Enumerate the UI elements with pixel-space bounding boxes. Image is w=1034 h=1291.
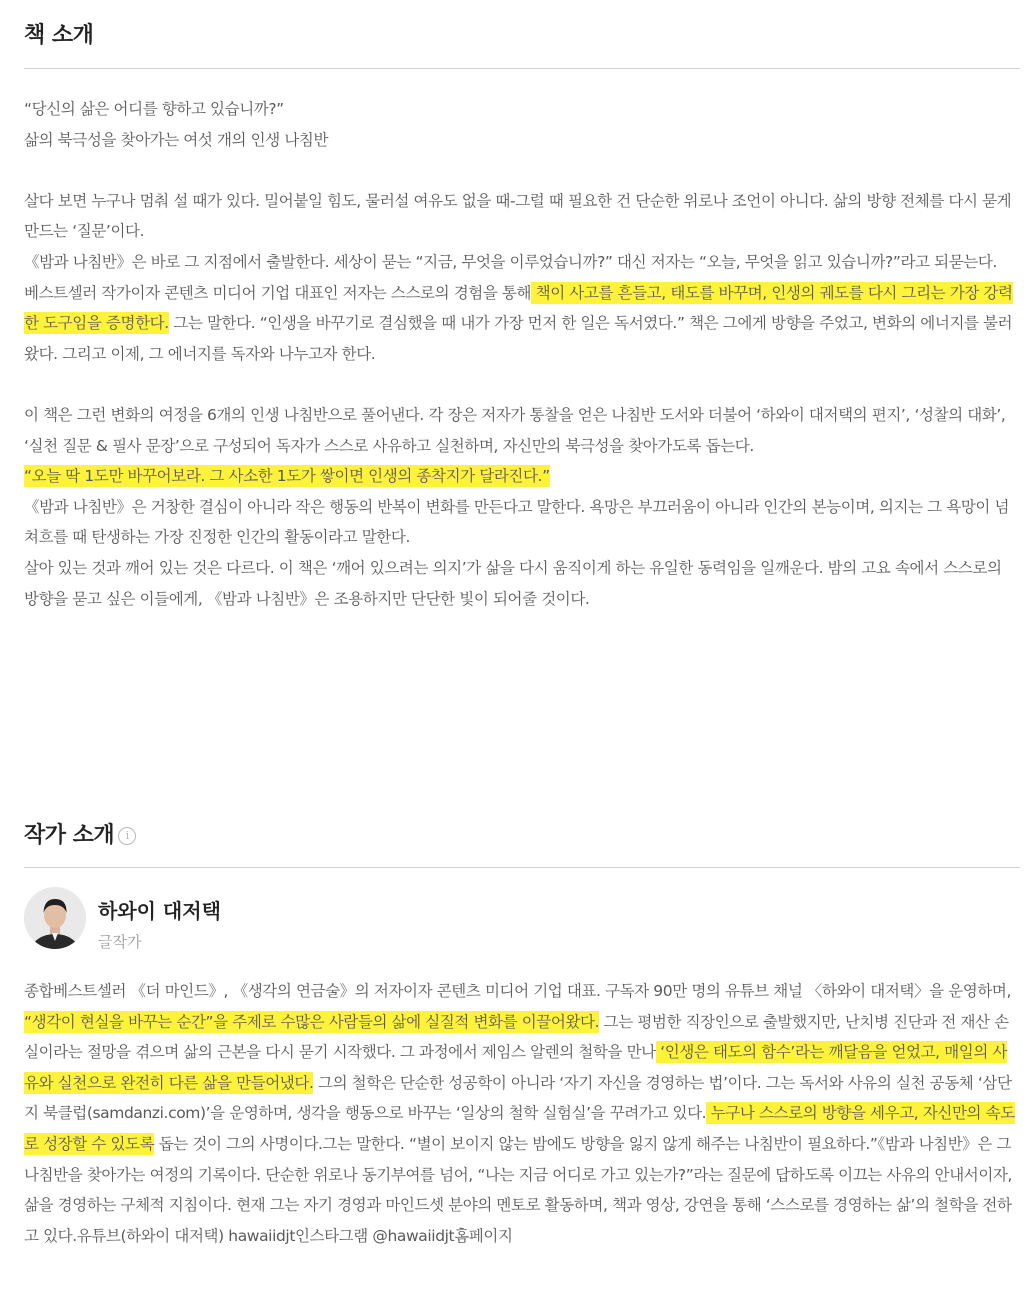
book-intro-body xyxy=(24,94,1020,614)
author-photo-icon xyxy=(24,887,86,949)
highlight-one-degree: “오늘 딱 1도만 바꾸어보라. 그 사소한 1도가 쌓이면 인생의 종착지가 달라진다.” xyxy=(24,467,550,486)
author-role: 글작가 xyxy=(98,933,142,951)
book-intro-para2-line3: 《밤과 나침반》은 거창한 결심이 아니라 작은 행동의 반복이 변화를 만든다고 말한다. 욕망은 부끄러움이 아니라 인간의 본능이며, 의지는 그 욕망이 넘쳐흐를 때 탄생하는 가장 진정한 인간의 활동이라고 말한다. xyxy=(24,497,1010,547)
author-bio-text: 종합베스트셀러 《더 마인드》, 《생각의 연금술》의 저자이자 콘텐츠 미디어 기업 대표. 구독자 90만 명의 유튜브 채널 〈하와이 대저택〉을 운영하며, “생각이 현실을 바꾸는 순간”을 주제로 수많은 사람들의 삶에 실질적 변화를 이끌어왔다. 그는 평범한 직장인으로 출발했지만, 난치병 진단과 전 재산 손실이라는 절망을 겪으며 삶의 근본을 다시 묻기 시작했다. 그 과정에서 제임스 알렌의 철학을 만나 ‘인생은 태도의 함수’라는 깨달음을 얻었고, 매일의 사유와 실천으로 완전히 다른 삶을 만들어냈다. 그의 철학은 단순한 성공학이 아니라 ‘자기 자신을 경영하는 법’이다. 그는 독서와 사유의 실천 공동체 ‘삼단지 북클럽(samdanzi.com)’을 운영하며, 생각을 행동으로 바꾸는 ‘일상의 철학 실험실’을 꾸려가고 있다. 누구나 스스로의 방향을 세우고, 자신만의 속도로 성장할 수 있도록 돕는 것이 그의 사명이다.그는 말한다. “별이 보이지 않는 밤에도 방향을 잃지 않게 해주는 나침반이 필요하다.”《밤과 나침반》은 그 나침반을 찾아가는 여정의 기록이다. 단순한 위로나 동기부여를 넘어, “나는 지금 어디로 가고 있는가?”라는 질문에 답하도록 이끄는 사유의 안내서이자, 삶을 경영하는 구체적 지침이다. 현재 그는 자기 경영과 마인드셋 분야의 멘토로 활동하며, 책과 영상, 강연을 통해 ‘스스로를 경영하는 삶’의 철학을 전하고 있다.유튜브(하와이 대저택) hawaiidjt인스타그램 @hawaiidjt홈페이지 xyxy=(24,982,1015,1245)
info-icon[interactable]: i xyxy=(118,827,136,845)
highlight-attitude-function: ‘인생은 태도의 함수’라는 깨달음을 얻었고, 매일의 사유와 실천으로 완전히 다른 삶을 만들어냈다. xyxy=(24,1043,1008,1092)
book-intro-para1-line3: 베스트셀러 작가이자 콘텐츠 미디어 기업 대표인 저자는 스스로의 경험을 통해 책이 사고를 흔들고, 태도를 바꾸며, 인생의 궤도를 다시 그리는 가장 강력한 도구임을 증명한다. 그는 말한다. “인생을 바꾸기로 결심했을 때 내가 가장 먼저 한 일은 독서였다.” 책은 그에게 방향을 주었고, 변화의 에너지를 불러왔다. 그리고 이제, 그 에너지를 독자와 나누고자 한다. xyxy=(24,283,1013,363)
book-intro-title: 책 소개 xyxy=(24,23,94,48)
author-name[interactable]: 하와이 대저택 xyxy=(98,899,221,923)
book-intro-para2-line1: 이 책은 그런 변화의 여정을 6개의 인생 나침반으로 풀어낸다. 각 장은 저자가 통찰을 얻은 나침반 도서와 더불어 ‘하와이 대저택의 편지’, ‘성찰의 대화’, ‘실천 질문 & 필사 문장’으로 구성되어 독자가 스스로 사유하고 실천하며, 자신만의 북극성을 찾아가도록 돕는다. xyxy=(24,405,1006,455)
author-intro-title: 작가 소개 i xyxy=(24,818,136,849)
book-intro-divider xyxy=(24,68,1020,69)
author-avatar xyxy=(24,887,86,949)
highlight-thought-reality: “생각이 현실을 바꾸는 순간”을 주제로 수많은 사람들의 삶에 실질적 변화를 이끌어왔다. xyxy=(24,1012,600,1031)
highlight-book-power: 책이 사고를 흔들고, 태도를 바꾸며, 인생의 궤도를 다시 그리는 가장 강력한 도구임을 증명한다. xyxy=(24,283,1013,333)
book-intro-para1-line1: 살다 보면 누구나 멈춰 설 때가 있다. 밀어붙일 힘도, 물러설 여유도 없을 때-그럴 때 필요한 건 단순한 위로나 조언이 아니다. 삶의 방향 전체를 다시 묻게 만드는 ‘질문’이다. xyxy=(24,191,1012,241)
book-intro-para1-line2: 《밤과 나침반》은 바로 그 지점에서 출발한다. 세상이 묻는 “지금, 무엇을 이루었습니까?” 대신 저자는 “오늘, 무엇을 읽고 있습니까?”라고 되묻는다. xyxy=(24,252,997,271)
highlight-own-pace: 누구나 스스로의 방향을 세우고, 자신만의 속도로 성장할 수 있도록 xyxy=(24,1104,1015,1153)
book-intro-para2-line2 xyxy=(24,461,1020,492)
book-intro-subtitle: 삶의 북극성을 찾아가는 여섯 개의 인생 나침반 xyxy=(24,130,329,149)
book-intro-para2-line4: 살아 있는 것과 깨어 있는 것은 다르다. 이 책은 ‘깨어 있으려는 의지’가 삶을 다시 움직이게 하는 유일한 동력임을 일깨운다. 밤의 고요 속에서 스스로의 방향을 묻고 싶은 이들에게, 《밤과 나침반》은 조용하지만 단단한 빛이 되어줄 것이다. xyxy=(24,558,1002,608)
author-intro-divider xyxy=(24,867,1020,868)
author-bio xyxy=(24,976,1020,1251)
book-intro-quote: “당신의 삶은 어디를 향하고 있습니까?” xyxy=(24,100,284,118)
